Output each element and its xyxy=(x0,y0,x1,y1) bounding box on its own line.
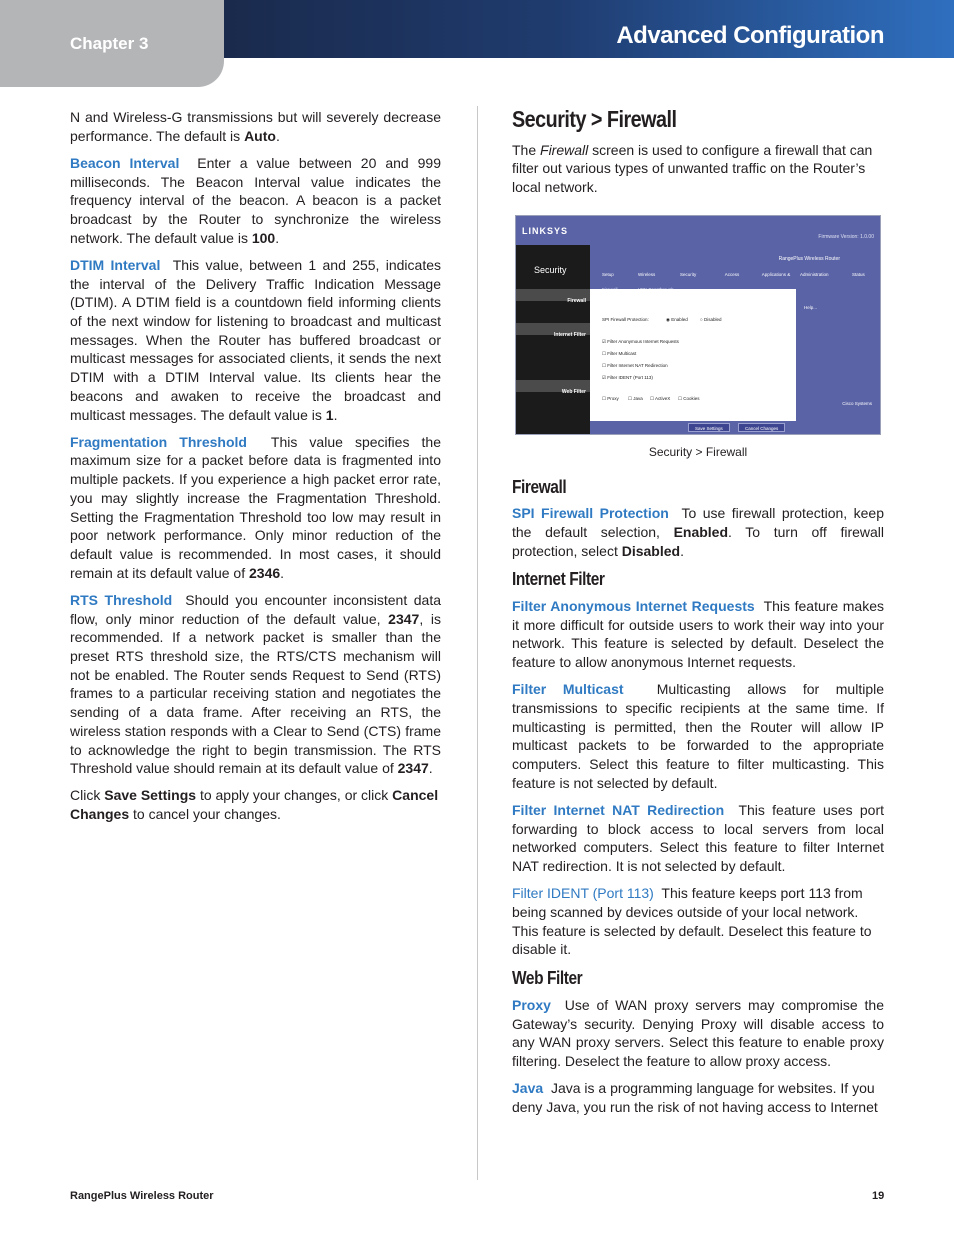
spi-firewall-label: SPI Firewall Protection: xyxy=(602,316,649,322)
cisco-logo: Cisco Systems xyxy=(842,401,872,407)
filter-ident-paragraph: Filter IDENT (Port 113) This feature keeps port 113 from being scanned by devices outside of your local network. This feature is selected by default. Deselect this feature to disable it. xyxy=(512,885,872,958)
tab-access-restrictions[interactable]: Access xyxy=(724,271,740,277)
internet-filter-heading: Internet Filter xyxy=(512,569,605,590)
rts-threshold-paragraph: RTS Threshold Should you encounter inconsistent data flow, only minor reduction of the default value, 2347, is recommended. If a network packet is smaller than the preset RTS threshold size, the RTS/CTS mechanism will not be enabled. The Router sends Request to Send (RTS) frames to a particular receiving station and negotiates the sending of a data frame. After receiving an RTS, the wireless station responds with a Clear to Send (CTS) frame to acknowledge the right to begin transmission. The RTS Threshold value should remain at its default value of 2347. xyxy=(70,591,441,777)
firewall-heading: Firewall xyxy=(512,476,567,497)
column-divider xyxy=(477,106,478,1180)
left-column xyxy=(70,108,441,832)
spi-disabled-radio[interactable]: ○ Disabled xyxy=(700,316,722,322)
firewall-screenshot xyxy=(515,215,881,435)
fragmentation-threshold-term: Fragmentation Threshold xyxy=(70,433,247,450)
filter-anonymous-term: Filter Anonymous Internet Requests xyxy=(512,598,755,615)
tab-status[interactable]: Status xyxy=(852,271,865,277)
firewall-intro-paragraph: The Firewall screen is used to configure a firewall that can filter out various types of unwanted traffic on the Router’s local network. xyxy=(512,141,873,196)
fragmentation-threshold-paragraph: Fragmentation Threshold This value specifies the maximum size for a packet before data is fragmented into multiple packets. If you experience a high packet error rate, you may slightly increase the Fragmentation Threshold. Setting the Fragmentation Threshold too low may result in poor network performance. Only minor reduction of the default value is recommended. In most cases, it should remain at its default value of 2346. xyxy=(70,433,441,581)
help-link[interactable]: Help... xyxy=(804,304,818,310)
filter-nat-checkbox[interactable]: ☐ Filter Internet NAT Redirection xyxy=(602,362,668,368)
filter-ident-checkbox[interactable]: ☑ Filter IDENT (Port 113) xyxy=(602,374,653,380)
tab-setup[interactable]: Setup xyxy=(602,271,614,277)
chapter-tab xyxy=(0,0,224,87)
tab-applications-gaming[interactable]: Applications & xyxy=(761,271,791,277)
spi-firewall-term: SPI Firewall Protection xyxy=(512,505,669,522)
intro-paragraph: N and Wireless-G transmissions but will severely decrease performance. The default is Auto. xyxy=(70,109,441,144)
sidebar-label-web-filter: Web Filter xyxy=(561,388,586,395)
filter-anonymous-paragraph: Filter Anonymous Internet Requests This feature makes it more difficult for outside users to work their way into your network. This feature is selected by default. Deselect the feature to allow anonymous Internet requests. xyxy=(512,598,885,671)
web-filter-heading: Web Filter xyxy=(512,968,583,989)
linksys-logo: LINKSYS xyxy=(522,225,569,236)
screenshot-sidebar xyxy=(516,245,590,435)
beacon-interval-paragraph: Beacon Interval Enter a value between 20 and 999 milliseconds. The Beacon Interval value indicates the frequency interval of the beacon. A beacon is a packet broadcast by the Router to synchronize the wireless network. The default value is 100. xyxy=(70,154,442,246)
sidebar-label-internet-filter: Internet Filter xyxy=(554,331,586,338)
tab-administration[interactable]: Administration xyxy=(800,271,829,277)
footer-product: RangePlus Wireless Router xyxy=(70,1190,214,1202)
filter-ident-term: Filter IDENT (Port 113) xyxy=(512,885,654,902)
web-filter-activex-checkbox[interactable]: ☐ ActiveX xyxy=(650,395,671,401)
beacon-interval-term: Beacon Interval xyxy=(70,154,180,171)
page-title: Advanced Configuration xyxy=(616,22,884,49)
firmware-version: Firmware Version: 1.0.00 xyxy=(818,233,874,240)
filter-nat-paragraph: Filter Internet NAT Redirection This feature uses port forwarding to block access to local servers from local networked computers. Select this feature to filter Internet NAT redirection. It is not selected by default. xyxy=(512,802,884,875)
tab-wireless[interactable]: Wireless xyxy=(638,271,656,277)
web-filter-java-checkbox[interactable]: ☐ Java xyxy=(628,395,643,401)
proxy-term: Proxy xyxy=(512,996,551,1013)
screenshot-bottom-bar xyxy=(590,421,880,435)
web-filter-proxy-checkbox[interactable]: ☐ Proxy xyxy=(602,395,619,401)
dtim-interval-term: DTIM Interval xyxy=(70,256,161,273)
filter-nat-term: Filter Internet NAT Redirection xyxy=(512,802,725,819)
spi-enabled-radio[interactable]: ◉ Enabled xyxy=(666,316,688,322)
product-name: RangePlus Wireless Router xyxy=(778,255,840,262)
java-paragraph: Java Java is a programming language for websites. If you deny Java, you run the risk of not having access to Internet xyxy=(512,1080,878,1115)
dtim-interval-paragraph: DTIM Interval This value, between 1 and 255, indicates the interval of the Delivery Traffic Indication Message (DTIM). A DTIM field is a countdown field informing clients of the next window for listening to broadcast and multicast messages. When the Router has buffered broadcast or multicast messages for associated clients, it sends the next DTIM with a DTIM Interval value. Its clients hear the beacons and awaken to receive the broadcast and multicast messages. The default value is 1. xyxy=(70,256,442,423)
filter-multicast-checkbox[interactable]: ☐ Filter Multicast xyxy=(602,350,637,356)
save-settings-button[interactable]: Save Settings xyxy=(688,423,730,432)
sidebar-label-firewall: Firewall xyxy=(567,297,586,304)
right-column xyxy=(512,108,884,1125)
header-band xyxy=(224,0,954,58)
cancel-changes-button[interactable]: Cancel Changes xyxy=(738,423,785,432)
page-number: 19 xyxy=(872,1190,885,1202)
sidebar-section-title: Security xyxy=(534,264,567,275)
filter-multicast-paragraph: Filter Multicast Multicasting allows for multiple transmissions to specific recipients at the same time. If multicasting is permitted, then the Router will allow IP multicast packets to be forwarded to the appropriate computers. Select this feature to filter multicasting. This feature is not selected by default. xyxy=(512,681,885,791)
proxy-paragraph: Proxy Use of WAN proxy servers may compromise the Gateway’s security. Denying Proxy will disable access to any WAN proxy servers. Select this feature to enable proxy filtering. Deselect the feature to allow proxy access. xyxy=(512,996,884,1069)
filter-anonymous-checkbox[interactable]: ☑ Filter Anonymous Internet Requests xyxy=(602,338,679,344)
spi-firewall-paragraph: SPI Firewall Protection To use firewall protection, keep the default selection, Enabled. To turn off firewall protection, select Disabled. xyxy=(512,505,885,559)
filter-multicast-term: Filter Multicast xyxy=(512,681,624,698)
tab-security[interactable]: Security xyxy=(680,271,697,277)
web-filter-cookies-checkbox[interactable]: ☐ Cookies xyxy=(678,395,700,401)
figure-caption: Security > Firewall xyxy=(648,444,748,459)
rts-threshold-term: RTS Threshold xyxy=(70,591,173,608)
java-term: Java xyxy=(512,1080,544,1097)
section-title: Security > Firewall xyxy=(512,106,677,132)
save-instructions-paragraph: Click Save Settings to apply your changes, or click Cancel Changes to cancel your changes. xyxy=(70,787,439,823)
chapter-label: Chapter 3 xyxy=(70,34,149,53)
